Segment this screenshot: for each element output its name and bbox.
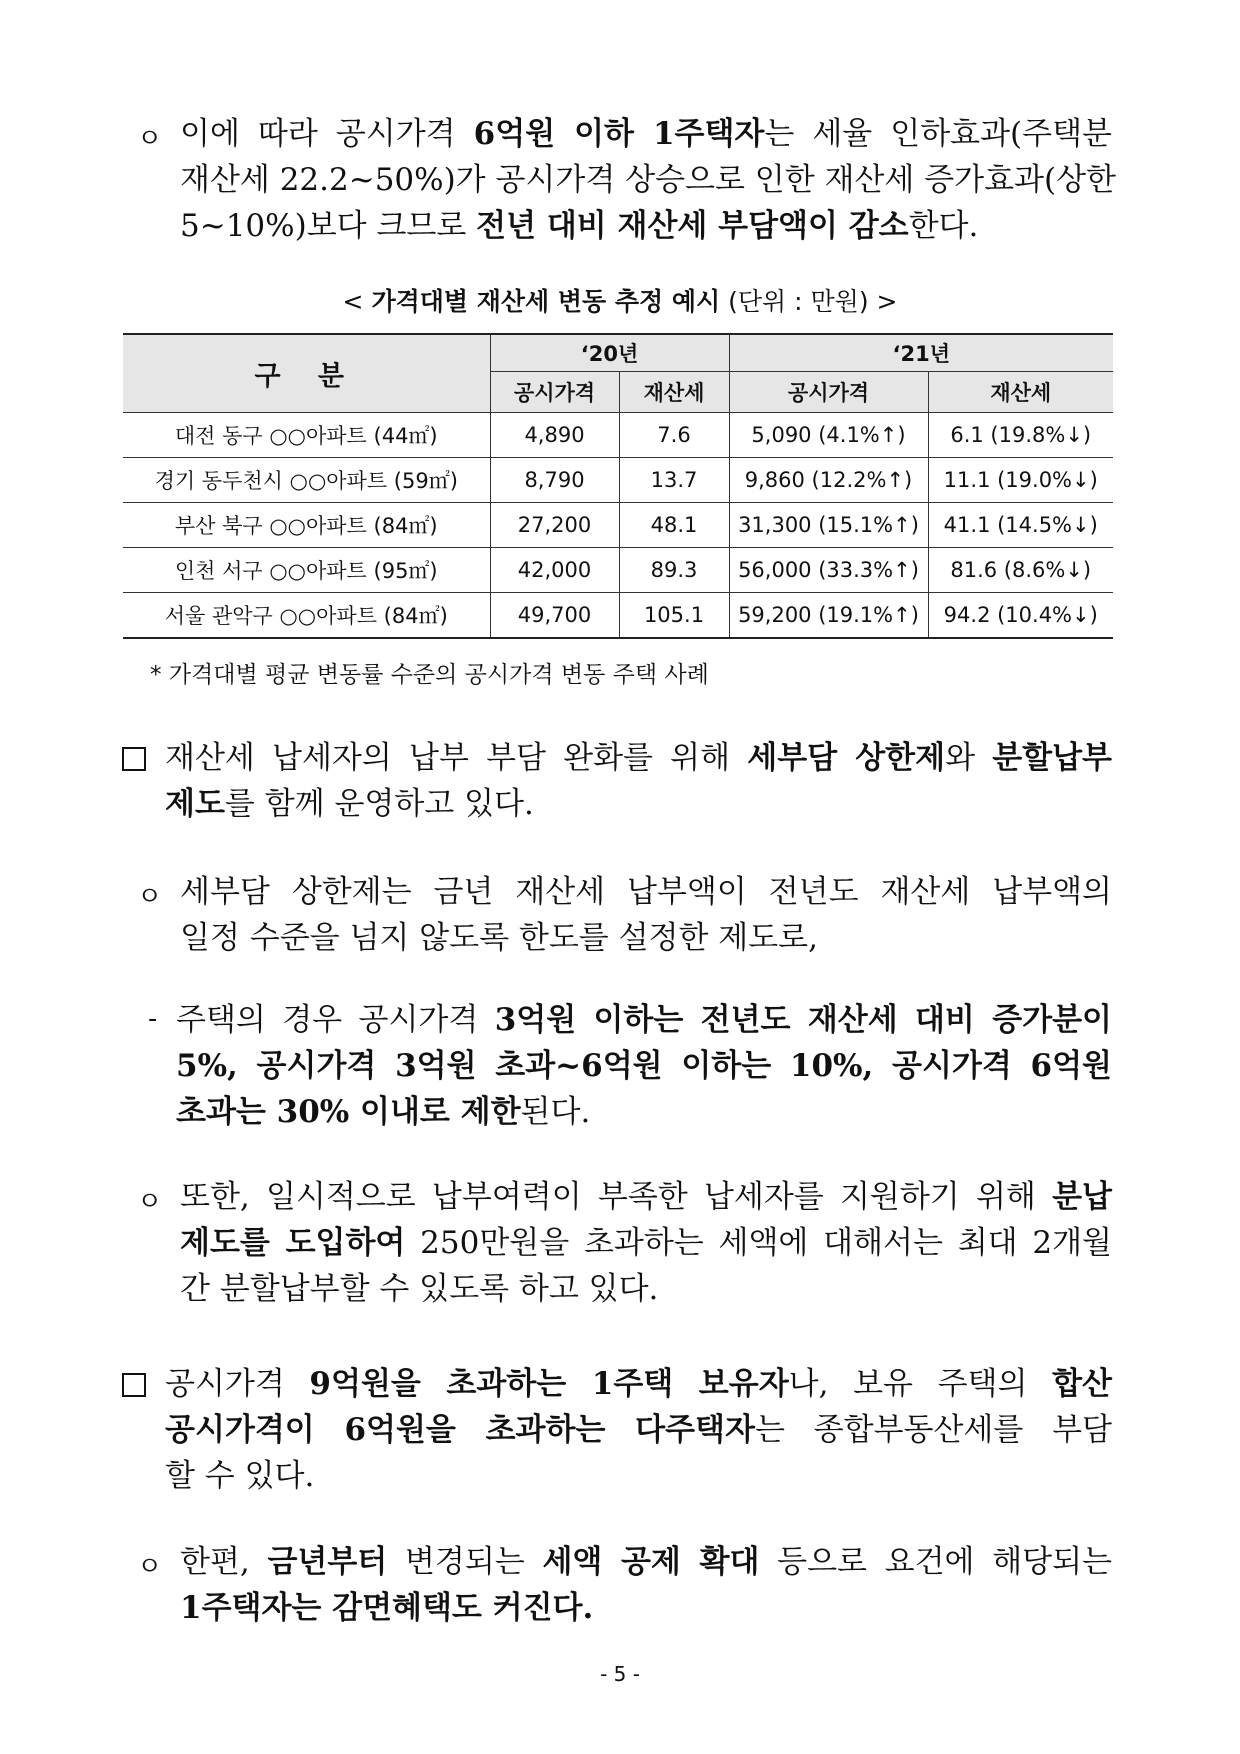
- bold-text: 1주택자는 감면혜택도 커진다.: [180, 1590, 594, 1626]
- table-row: [123, 503, 1113, 548]
- cell: 13.7: [619, 458, 729, 503]
- header-price: 공시가격: [729, 372, 928, 413]
- cell: 89.3: [619, 548, 729, 593]
- header-price: 공시가격: [490, 372, 619, 413]
- paragraph-line: [165, 1364, 1112, 1404]
- paragraph-line: 할 수 있다.: [165, 1458, 315, 1494]
- bold-text: 5%, 공시가격 3억원 초과~6억원 이하는 10%, 공시가격 6억원: [176, 1048, 1112, 1084]
- page-number: - 5 -: [600, 1662, 640, 1686]
- cell: 41.1 (14.5%↓): [928, 503, 1113, 548]
- checkbox-square-icon: [122, 1373, 146, 1397]
- bold-text: 초과는 30% 이내로 제한: [176, 1094, 521, 1130]
- text: 이에 따라 공시가격: [180, 116, 474, 152]
- text: 250만원을 초과하는 세액에 대해서는 최대 2개월: [405, 1225, 1113, 1261]
- bold-text: 6억원 이하 1주택자: [473, 116, 765, 152]
- table-row: [123, 593, 1113, 639]
- paragraph-line: [165, 738, 1112, 778]
- row-label: 부산 북구 ○○아파트 (84㎡): [123, 503, 490, 548]
- cell: 59,200 (19.1%↑): [729, 593, 928, 639]
- text: <: [342, 287, 372, 316]
- bullet-o: ㅇ: [137, 882, 163, 912]
- bold-text: 전년 대비 재산세 부담액이 감소: [476, 208, 909, 244]
- paragraph-line: [165, 784, 534, 824]
- row-label: 경기 동두천시 ○○아파트 (59㎡): [123, 458, 490, 503]
- table-row: [123, 458, 1113, 503]
- paragraph-line: [180, 1177, 1112, 1217]
- text: 된다.: [520, 1094, 591, 1130]
- header-year-2020: ‘20년: [490, 334, 729, 372]
- bold-text: 공시가격이 6억원을 초과하는 다주택자: [165, 1412, 755, 1448]
- cell: 105.1: [619, 593, 729, 639]
- text: 변경되는: [387, 1544, 543, 1580]
- cell: 6.1 (19.8%↓): [928, 413, 1113, 458]
- table-header-row: [123, 334, 1113, 372]
- checkbox-square-icon: [122, 747, 146, 771]
- paragraph-line: [180, 1223, 1112, 1263]
- text: 나, 보유 주택의: [788, 1366, 1053, 1402]
- text: 는 종합부동산세를 부담: [754, 1412, 1112, 1448]
- text: 주택의 경우 공시가격: [176, 1002, 495, 1038]
- cell: 42,000: [490, 548, 619, 593]
- row-label: 서울 관악구 ○○아파트 (84㎡): [123, 593, 490, 639]
- text: 재산세 납세자의 납부 부담 완화를 위해: [165, 740, 748, 776]
- paragraph-line: [165, 1410, 1112, 1450]
- bullet-o: ㅇ: [137, 1187, 163, 1217]
- cell: 27,200: [490, 503, 619, 548]
- bold-text: 세부담 상한제: [747, 740, 946, 776]
- text: 또한, 일시적으로 납부여력이 부족한 납세자를 지원하기 위해: [180, 1179, 1053, 1215]
- text: 한편,: [180, 1544, 268, 1580]
- bold-text: 합산: [1052, 1366, 1112, 1402]
- paragraph-line: 일정 수준을 넘지 않도록 한도를 설정한 제도로,: [180, 920, 818, 956]
- paragraph-line: [176, 1092, 590, 1132]
- cell: 7.6: [619, 413, 729, 458]
- text: 와: [945, 740, 993, 776]
- text: 등으로 요건에 해당되는: [759, 1544, 1112, 1580]
- cell: 9,860 (12.2%↑): [729, 458, 928, 503]
- cell: 4,890: [490, 413, 619, 458]
- table-row: [123, 413, 1113, 458]
- paragraph-line: [176, 1000, 1112, 1040]
- text: 는 세율 인하효과(주택분: [764, 116, 1112, 152]
- bullet-dash: -: [148, 1004, 158, 1034]
- cell: 81.6 (8.6%↓): [928, 548, 1113, 593]
- bold-text: 제도: [165, 786, 225, 822]
- bold-text: 분할납부: [992, 740, 1113, 776]
- table-footnote: * 가격대별 평균 변동률 수준의 공시가격 변동 주택 사례: [150, 662, 709, 688]
- header-tax: 재산세: [928, 372, 1113, 413]
- bold-text: 3억원 이하는 전년도 재산세 대비 증가분이: [494, 1002, 1112, 1038]
- cell: 56,000 (33.3%↑): [729, 548, 928, 593]
- text: (단위 : 만원) >: [720, 287, 898, 316]
- cell: 94.2 (10.4%↓): [928, 593, 1113, 639]
- paragraph-line: [180, 1588, 593, 1628]
- text: 공시가격: [165, 1366, 310, 1402]
- cell: 11.1 (19.0%↓): [928, 458, 1113, 503]
- paragraph-line: [176, 1046, 1112, 1086]
- table-row: [123, 548, 1113, 593]
- paragraph-line: [180, 206, 978, 246]
- row-label: 인천 서구 ○○아파트 (95㎡): [123, 548, 490, 593]
- bullet-o: ㅇ: [137, 1552, 163, 1582]
- paragraph-line: [180, 1542, 1112, 1582]
- table-caption: [0, 286, 1240, 318]
- paragraph-line: [180, 114, 1112, 154]
- paragraph-line: 세부담 상한제는 금년 재산세 납부액이 전년도 재산세 납부액의: [180, 874, 1112, 910]
- header-tax: 재산세: [619, 372, 729, 413]
- caption-title: 가격대별 재산세 변동 추정 예시: [371, 287, 721, 316]
- bold-text: 분납: [1052, 1179, 1112, 1215]
- cell: 31,300 (15.1%↑): [729, 503, 928, 548]
- paragraph-line: 재산세 22.2~50%)가 공시가격 상승으로 인한 재산세 증가효과(상한: [180, 162, 1116, 198]
- row-label: 대전 동구 ○○아파트 (44㎡): [123, 413, 490, 458]
- bold-text: 세액 공제 확대: [542, 1544, 760, 1580]
- paragraph-line: 간 분할납부할 수 있도록 하고 있다.: [180, 1271, 659, 1307]
- cell: 49,700: [490, 593, 619, 639]
- bullet-o: ㅇ: [137, 124, 163, 154]
- bold-text: 9억원을 초과하는 1주택 보유자: [309, 1366, 789, 1402]
- text: 5~10%)보다 크므로: [180, 208, 477, 244]
- header-year-2021: ‘21년: [729, 334, 1113, 372]
- tax-table: [123, 333, 1113, 639]
- text: 를 함께 운영하고 있다.: [224, 786, 534, 822]
- cell: 8,790: [490, 458, 619, 503]
- bold-text: 금년부터: [267, 1544, 388, 1580]
- cell: 48.1: [619, 503, 729, 548]
- bold-text: 제도를 도입하여: [180, 1225, 406, 1261]
- text: 한다.: [908, 208, 979, 244]
- cell: 5,090 (4.1%↑): [729, 413, 928, 458]
- header-corner: 구 분: [123, 334, 490, 413]
